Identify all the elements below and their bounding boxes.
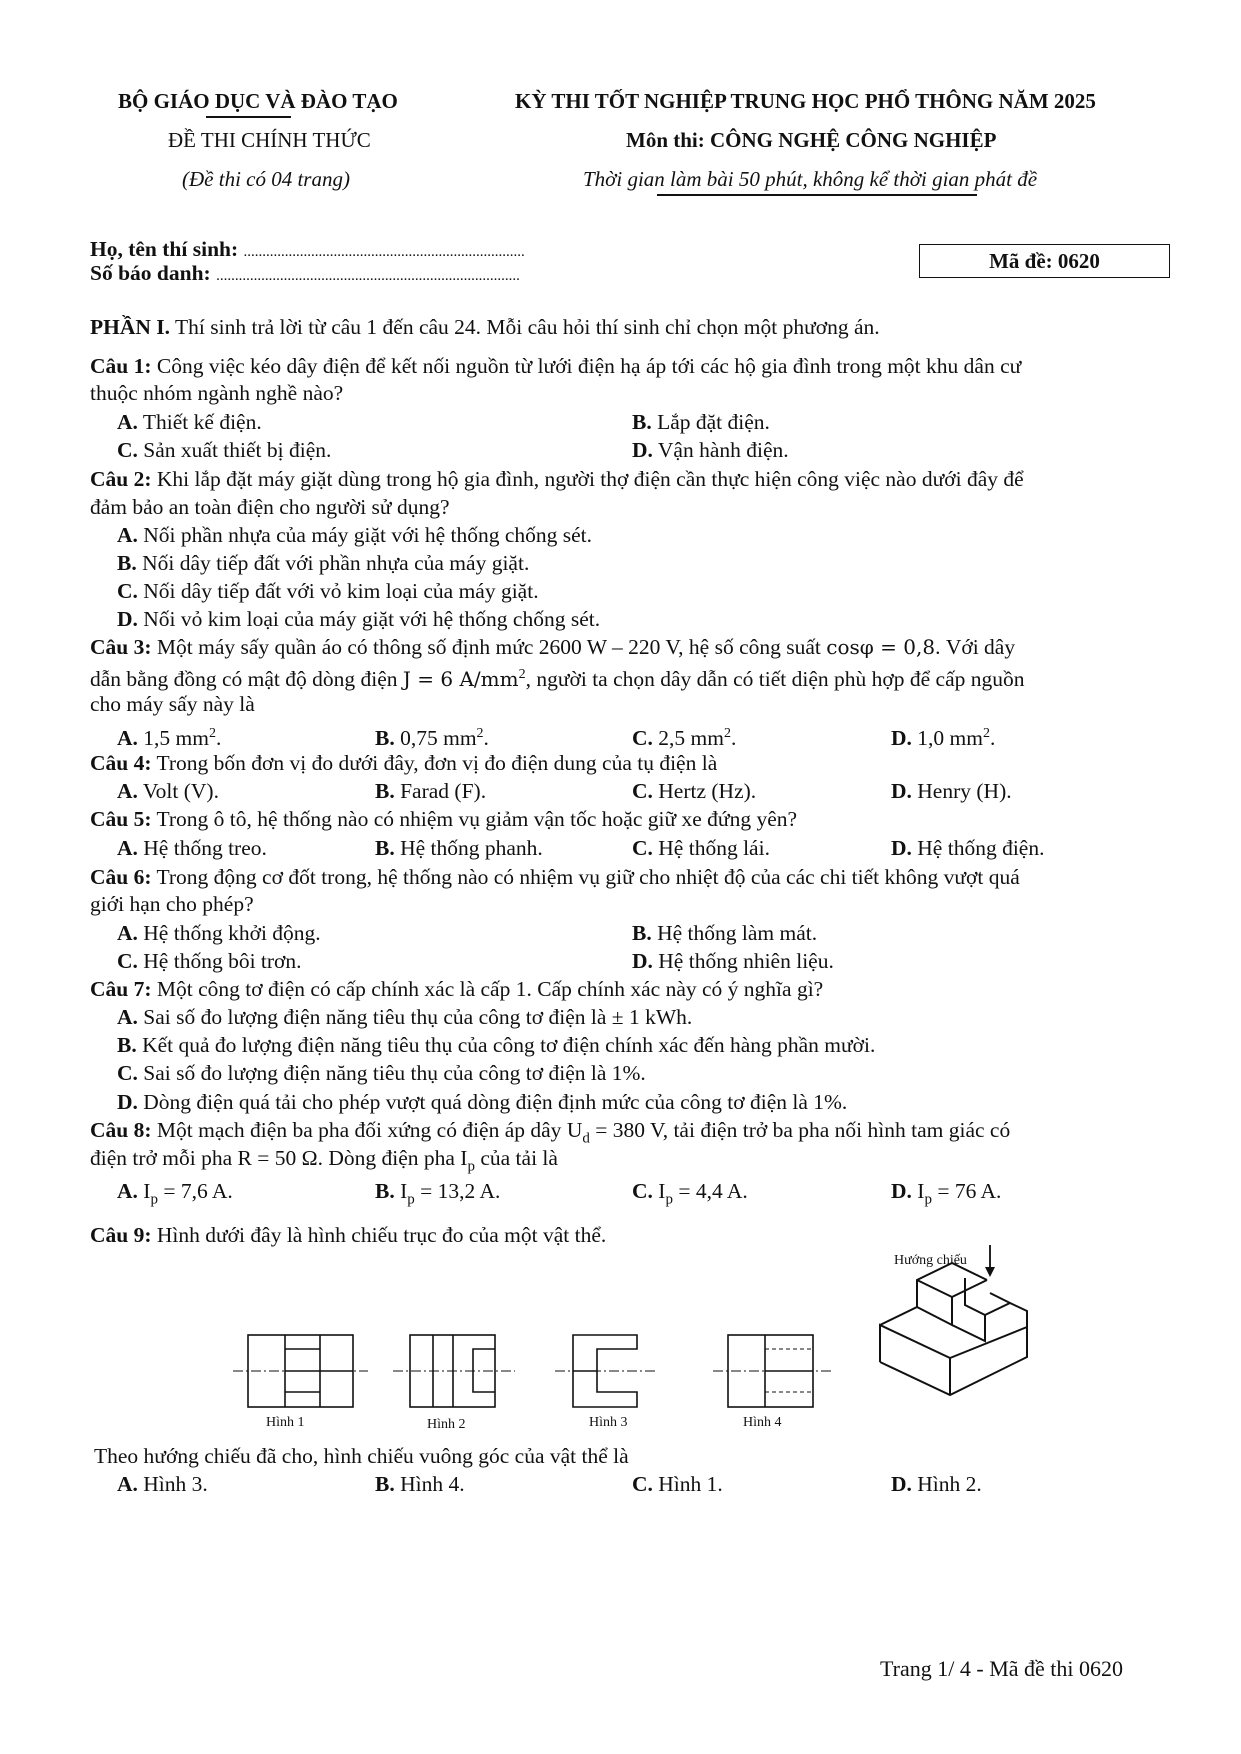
q5-option-b: B. Hệ thống phanh. <box>375 836 543 860</box>
direction-arrow-head <box>985 1267 995 1277</box>
q4-option-b: B. Farad (F). <box>375 779 487 803</box>
exam-title: KỲ THI TỐT NGHIỆP TRUNG HỌC PHỔ THÔNG NĂM 2025 <box>515 89 1096 113</box>
candidate-name-dots: ........................................................................... <box>243 244 525 260</box>
q3-option-d: D. 1,0 $mm^2$. <box>891 726 996 751</box>
q9-option-a: A. Hình 3. <box>117 1472 208 1496</box>
candidate-name-label: Họ, tên thí sinh: <box>90 237 239 261</box>
q4-option-c: C. Hertz (Hz). <box>632 779 757 803</box>
figure-1-caption: Hình 1 <box>266 1415 305 1430</box>
q6-option-b: B. Hệ thống làm mát. <box>632 921 818 945</box>
section-heading <box>90 314 880 340</box>
header-underline-left <box>206 116 291 118</box>
question-3-cont: dẫn bằng đồng có mật độ dòng điện J = 6 $A/mm^2$, người ta chọn dây dẫn có tiết diện phù hợp để cấp nguồn <box>90 667 1025 692</box>
isometric-object <box>880 1263 1027 1395</box>
header-underline-right <box>657 194 977 196</box>
question-8: Câu 8: Một mạch điện ba pha đối xứng có điện áp dây $U_d = 380$ V, tải điện trở ba pha nối hình tam giác có <box>90 1118 1011 1147</box>
q3-option-c: C. 2,5 $mm^2$. <box>632 726 737 751</box>
q5-option-c: C. Hệ thống lái. <box>632 836 770 860</box>
section-label: PHẦN I. <box>90 315 171 339</box>
q8-option-b: B. $I_p = 13,2$ A. <box>375 1179 501 1208</box>
candidate-id-dots: ................................................................................. <box>216 268 520 284</box>
exam-subject: Môn thi: CÔNG NGHỆ CÔNG NGHIỆP <box>626 128 997 152</box>
question-6: Câu 6: Trong động cơ đốt trong, hệ thống nào có nhiệm vụ giữ cho nhiệt độ của các chi tiết không vượt quá <box>90 865 1020 889</box>
question-6-cont: giới hạn cho phép? <box>90 892 254 916</box>
question-8-cont: điện trở mỗi pha R = 50 Ω. Dòng điện pha $I_p$ của tải là <box>90 1146 558 1175</box>
page-count-note: (Đề thi có 04 trang) <box>182 167 350 191</box>
candidate-id-label: Số báo danh: <box>90 261 211 285</box>
q7-option-d: D. Dòng điện quá tải cho phép vượt quá dòng điện định mức của công tơ điện là 1%. <box>117 1090 848 1114</box>
question-3: Câu 3: Một máy sấy quần áo có thông số định mức 2600 W – 220 V, hệ số công suất cosφ = 0,8. Với dây <box>90 635 1016 659</box>
figure-4-drawing <box>713 1335 833 1407</box>
q5-option-d: D. Hệ thống điện. <box>891 836 1045 860</box>
q3-option-b: B. 0,75 $mm^2$. <box>375 726 489 751</box>
q7-option-b: B. Kết quả đo lượng điện năng tiêu thụ của công tơ điện chính xác đến hàng phần mười. <box>117 1033 876 1057</box>
q9-option-d: D. Hình 2. <box>891 1472 982 1496</box>
q8-option-c: C. $I_p = 4,4$ A. <box>632 1179 748 1208</box>
q1-option-d: D. Vận hành điện. <box>632 438 789 462</box>
exam-code-box: Mã đề: 0620 <box>919 244 1170 278</box>
direction-label: Hướng chiếu <box>894 1253 967 1268</box>
ministry-name: BỘ GIÁO DỤC VÀ ĐÀO TẠO <box>118 89 398 113</box>
q4-option-a: A. Volt (V). <box>117 779 219 803</box>
question-label: Câu 1: <box>90 354 152 378</box>
exam-duration: Thời gian làm bài 50 phút, không kể thời gian phát đề <box>583 167 1038 191</box>
q9-option-c: C. Hình 1. <box>632 1472 723 1496</box>
figure-1-drawing <box>233 1335 368 1407</box>
question-2: Câu 2: Khi lắp đặt máy giặt dùng trong hộ gia đình, người thợ điện cần thực hiện công việc nào dưới đây để <box>90 467 1024 491</box>
question-1 <box>90 353 1021 379</box>
q1-option-a: A. Thiết kế điện. <box>117 410 262 434</box>
official-exam-label: ĐỀ THI CHÍNH THỨC <box>168 128 371 152</box>
q7-option-c: C. Sai số đo lượng điện năng tiêu thụ của công tơ điện là 1%. <box>117 1061 646 1085</box>
projection-figures <box>225 1245 1125 1450</box>
figure-2-drawing <box>393 1335 515 1407</box>
section-instructions: Thí sinh trả lời từ câu 1 đến câu 24. Mỗi câu hỏi thí sinh chỉ chọn một phương án. <box>170 315 880 339</box>
q6-option-a: A. Hệ thống khởi động. <box>117 921 321 945</box>
figure-3-caption: Hình 3 <box>589 1415 628 1430</box>
question-1-cont: thuộc nhóm ngành nghề nào? <box>90 381 344 405</box>
question-9-cont: Theo hướng chiếu đã cho, hình chiếu vuông góc của vật thể là <box>94 1444 629 1468</box>
q6-option-d: D. Hệ thống nhiên liệu. <box>632 949 834 973</box>
figure-2-caption: Hình 2 <box>427 1417 466 1432</box>
q2-option-c: C. Nối dây tiếp đất với vỏ kim loại của máy giặt. <box>117 579 539 603</box>
q8-option-a: A. $I_p = 7,6$ A. <box>117 1179 233 1208</box>
question-9: Câu 9: Hình dưới đây là hình chiếu trục đo của một vật thể. <box>90 1223 607 1247</box>
q2-option-d: D. Nối vỏ kim loại của máy giặt với hệ thống chống sét. <box>117 607 601 631</box>
question-2-cont: đảm bảo an toàn điện cho người sử dụng? <box>90 495 450 519</box>
question-7: Câu 7: Một công tơ điện có cấp chính xác là cấp 1. Cấp chính xác này có ý nghĩa gì? <box>90 977 824 1001</box>
q2-option-a: A. Nối phần nhựa của máy giặt với hệ thống chống sét. <box>117 523 593 547</box>
q4-option-d: D. Henry (H). <box>891 779 1012 803</box>
q5-option-a: A. Hệ thống treo. <box>117 836 267 860</box>
q2-option-b: B. Nối dây tiếp đất với phần nhựa của máy giặt. <box>117 551 530 575</box>
page-footer: Trang 1/ 4 - Mã đề thi 0620 <box>880 1656 1124 1681</box>
question-text: Công việc kéo dây điện để kết nối nguồn từ lưới điện hạ áp tới các hộ gia đình trong một khu dân cư <box>151 354 1022 378</box>
q1-option-b: B. Lắp đặt điện. <box>632 410 770 434</box>
q6-option-c: C. Hệ thống bôi trơn. <box>117 949 302 973</box>
q9-option-b: B. Hình 4. <box>375 1472 465 1496</box>
candidate-id-row <box>90 260 520 289</box>
question-3-cont2: cho máy sấy này là <box>90 692 255 716</box>
question-5: Câu 5: Trong ô tô, hệ thống nào có nhiệm vụ giảm vận tốc hoặc giữ xe đứng yên? <box>90 807 798 831</box>
question-4: Câu 4: Trong bốn đơn vị đo dưới đây, đơn vị đo điện dung của tụ điện là <box>90 751 718 775</box>
q8-option-d: D. $I_p = 76$ A. <box>891 1179 1002 1208</box>
q7-option-a: A. Sai số đo lượng điện năng tiêu thụ của công tơ điện là ± 1 kWh. <box>117 1005 693 1029</box>
figure-4-caption: Hình 4 <box>743 1415 782 1430</box>
figure-3-drawing <box>555 1335 655 1407</box>
q3-option-a: A. 1,5 $mm^2$. <box>117 726 222 751</box>
q1-option-c: C. Sản xuất thiết bị điện. <box>117 438 332 462</box>
